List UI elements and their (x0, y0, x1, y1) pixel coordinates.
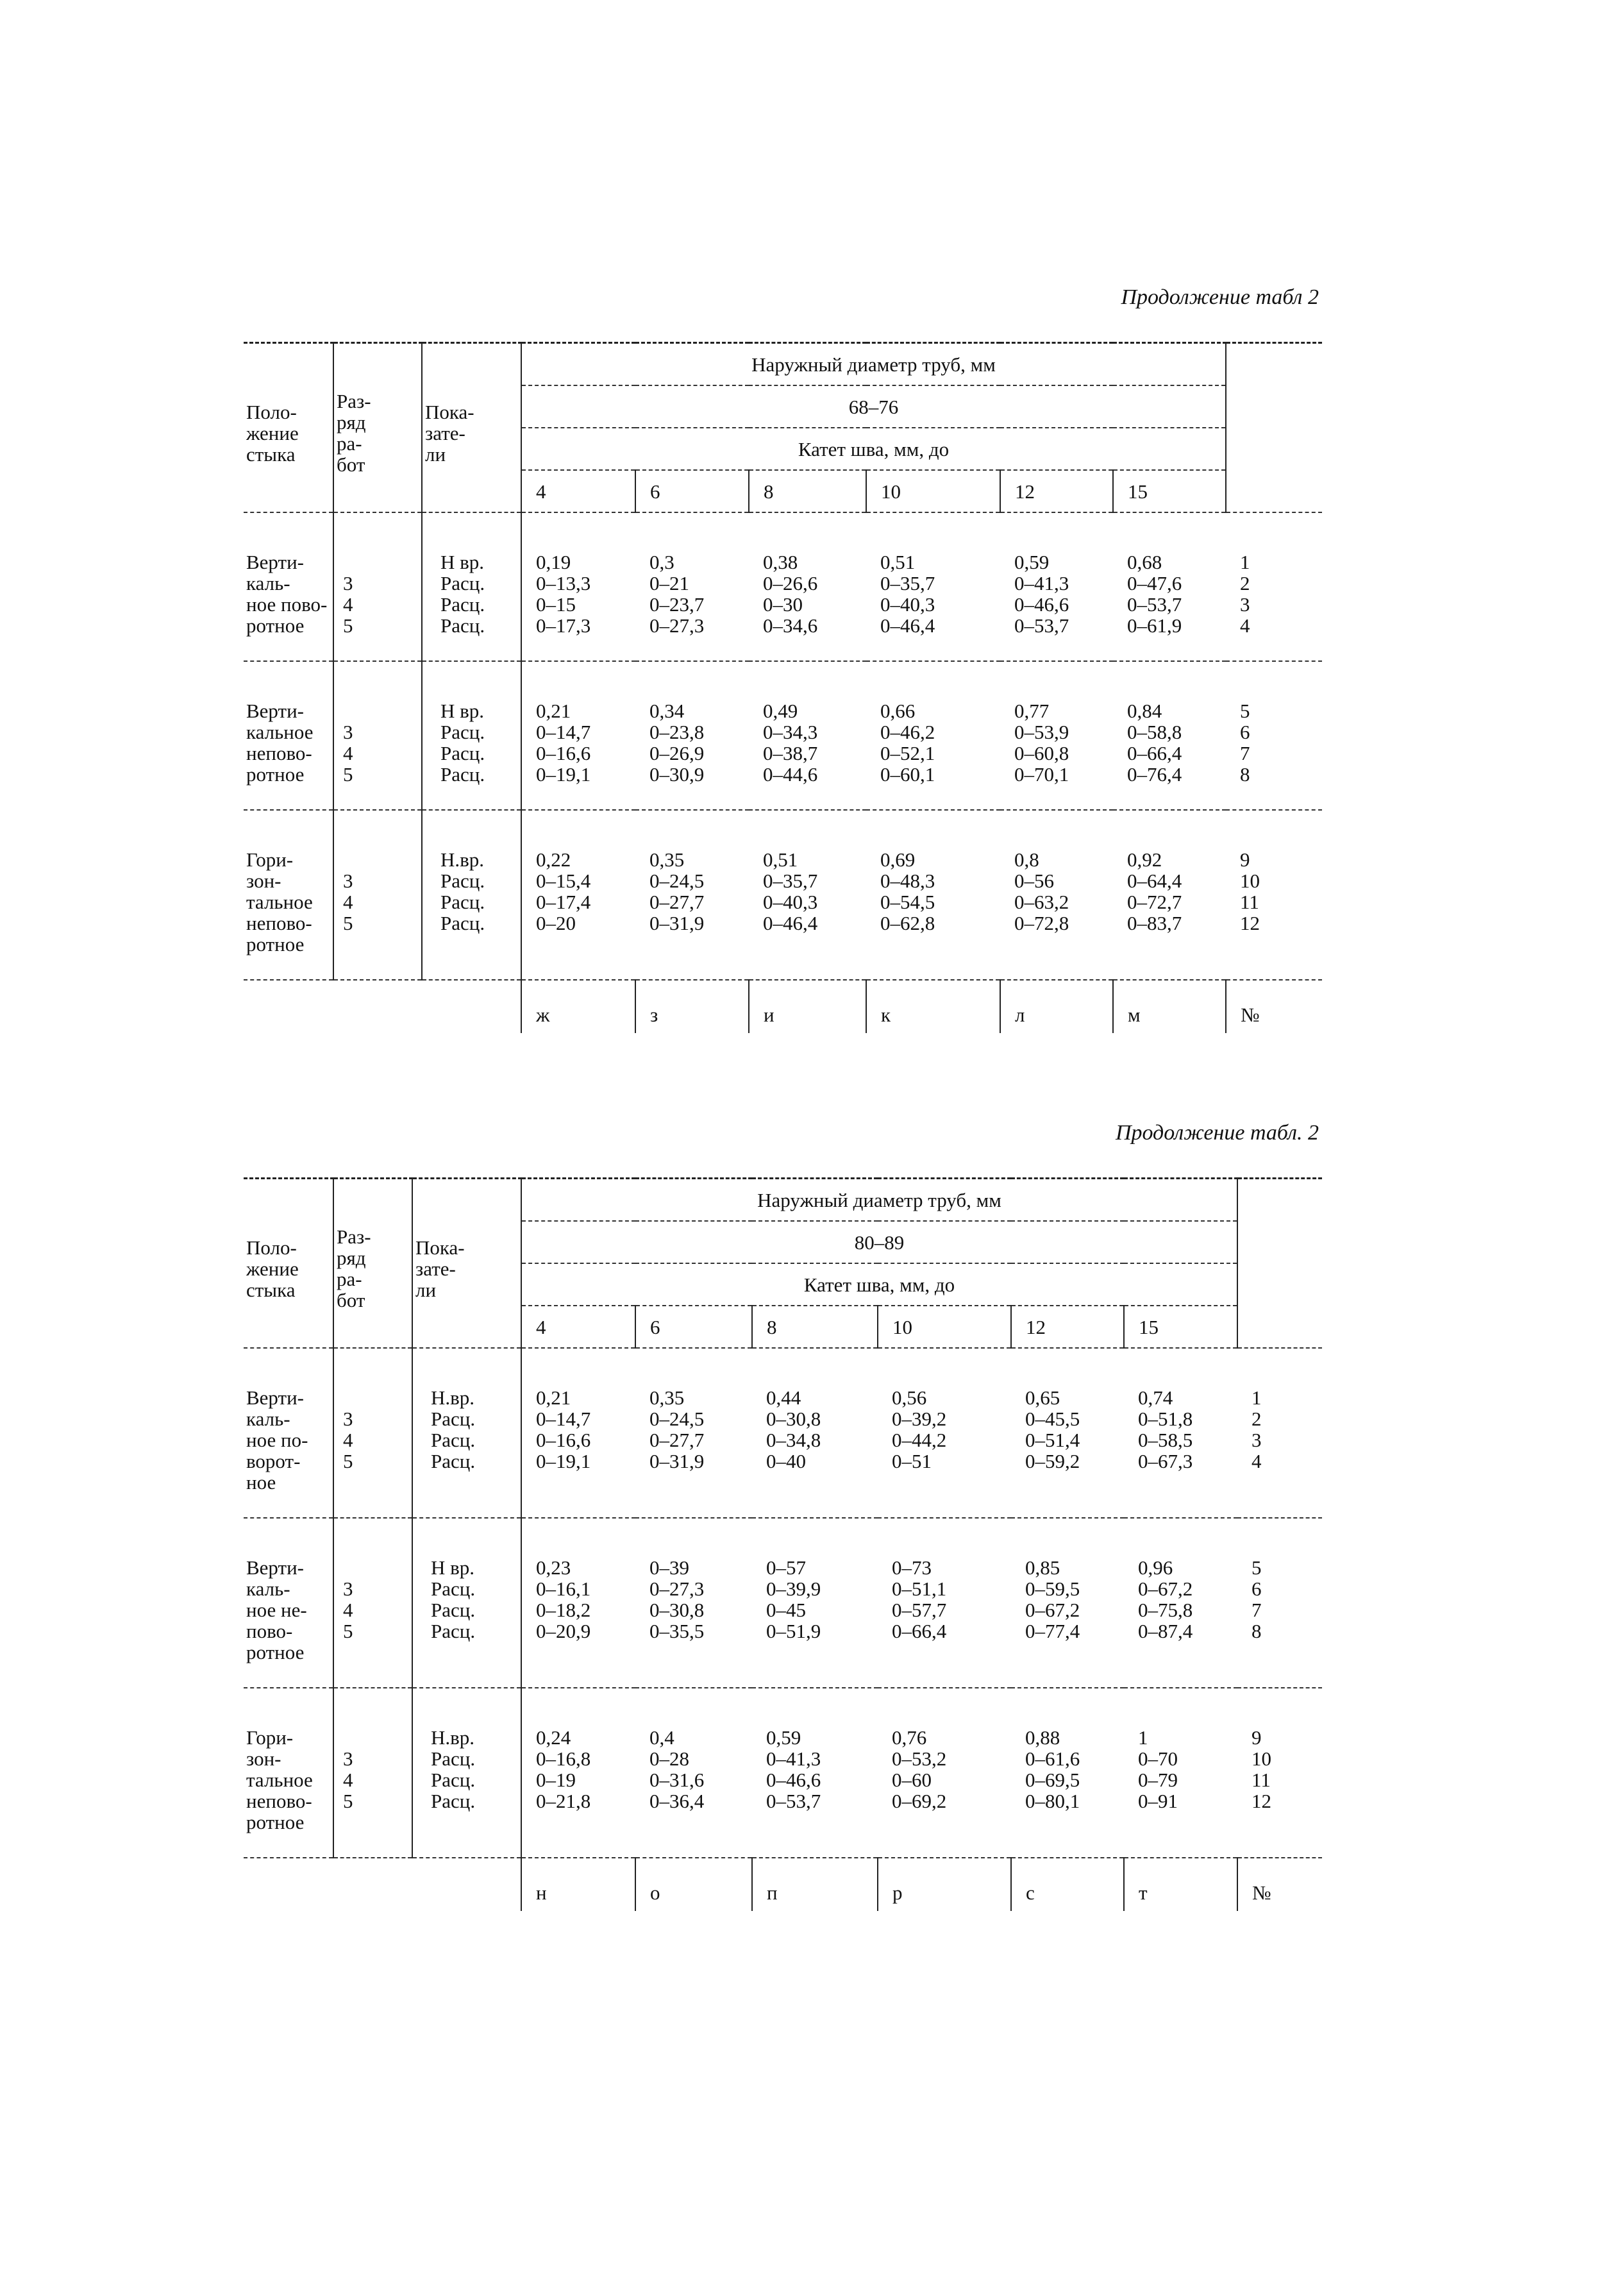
value-cell: 0,22 0–15,4 0–17,4 0–20 (521, 810, 635, 980)
leg-15: 15 (1124, 1306, 1237, 1348)
value-cell: 0,74 0–51,8 0–58,5 0–67,3 (1124, 1348, 1237, 1518)
header-diameter: Наружный диаметр труб, мм (521, 1179, 1237, 1222)
column-letter: м (1113, 980, 1226, 1033)
leg-6: 6 (635, 470, 749, 512)
table-row (244, 1348, 1322, 1518)
grade-cell: 3 4 5 (333, 1348, 412, 1518)
position-cell: Гори- зон- тальное непово- ротное (244, 810, 333, 980)
value-cell: 0,35 0–24,5 0–27,7 0–31,9 (635, 810, 749, 980)
norms-table-80-89 (244, 1177, 1322, 1911)
leg-4: 4 (521, 470, 635, 512)
value-cell: 0–73 0–51,1 0–57,7 0–66,4 (878, 1518, 1011, 1688)
value-cell: 0,49 0–34,3 0–38,7 0–44,6 (749, 661, 866, 810)
position-cell: Верти- каль- ное по- ворот- ное (244, 1348, 333, 1518)
value-cell: 0,65 0–45,5 0–51,4 0–59,2 (1011, 1348, 1124, 1518)
value-cell: 0,77 0–53,9 0–60,8 0–70,1 (1000, 661, 1113, 810)
column-letter: и (749, 980, 866, 1033)
value-cell: 0,38 0–26,6 0–30 0–34,6 (749, 512, 866, 661)
position-cell: Верти- каль- ное не- пово- ротное (244, 1518, 333, 1688)
header-num-blank (1237, 1179, 1322, 1349)
row-number-cell: 1 2 3 4 (1237, 1348, 1322, 1518)
value-cell: 0,92 0–64,4 0–72,7 0–83,7 (1113, 810, 1226, 980)
value-cell: 0,21 0–14,7 0–16,6 0–19,1 (521, 661, 635, 810)
position-cell: Верти- каль- ное пово- ротное (244, 512, 333, 661)
grade-cell: 3 4 5 (333, 1688, 412, 1858)
footer-blank (422, 980, 521, 1033)
value-cell: 0,69 0–48,3 0–54,5 0–62,8 (866, 810, 1000, 980)
row-number-cell: 9 10 11 12 (1237, 1688, 1322, 1858)
footer-blank (333, 1858, 412, 1911)
row-number-cell: 5 6 7 8 (1226, 661, 1322, 810)
header-position: Поло- жение стыка (244, 1179, 333, 1349)
header-grade: Раз- ряд ра- бот (333, 1179, 412, 1349)
header-num-blank (1226, 343, 1322, 513)
value-cell: 0,21 0–14,7 0–16,6 0–19,1 (521, 1348, 635, 1518)
value-cell: 0–39 0–27,3 0–30,8 0–35,5 (635, 1518, 752, 1688)
indicator-cell: Н вр. Расц. Расц. Расц. (422, 661, 521, 810)
leg-8: 8 (752, 1306, 878, 1348)
value-cell: 0,68 0–47,6 0–53,7 0–61,9 (1113, 512, 1226, 661)
column-letter: о (635, 1858, 752, 1911)
column-letter: к (866, 980, 1000, 1033)
grade-cell: 3 4 5 (333, 1518, 412, 1688)
header-diameter-range: 80–89 (521, 1221, 1237, 1263)
footer-blank (412, 1858, 521, 1911)
value-cell: 0,24 0–16,8 0–19 0–21,8 (521, 1688, 635, 1858)
indicator-cell: Н.вр. Расц. Расц. Расц. (412, 1688, 521, 1858)
column-number-label: № (1226, 980, 1322, 1033)
leg-6: 6 (635, 1306, 752, 1348)
value-cell: 0,3 0–21 0–23,7 0–27,3 (635, 512, 749, 661)
position-cell: Верти- кальное непово- ротное (244, 661, 333, 810)
column-letter: п (752, 1858, 878, 1911)
column-letter: р (878, 1858, 1011, 1911)
row-number-cell: 1 2 3 4 (1226, 512, 1322, 661)
value-cell: 0,56 0–39,2 0–44,2 0–51 (878, 1348, 1011, 1518)
value-cell: 0,44 0–30,8 0–34,8 0–40 (752, 1348, 878, 1518)
value-cell: 0–57 0–39,9 0–45 0–51,9 (752, 1518, 878, 1688)
row-number-cell: 9 10 11 12 (1226, 810, 1322, 980)
header-indicators: Пока- зате- ли (422, 343, 521, 513)
header-indicators: Пока- зате- ли (412, 1179, 521, 1349)
grade-cell: 3 4 5 (333, 661, 422, 810)
column-number-label: № (1237, 1858, 1322, 1911)
footer-blank (244, 1858, 333, 1911)
indicator-cell: Н вр. Расц. Расц. Расц. (422, 512, 521, 661)
value-cell: 0,35 0–24,5 0–27,7 0–31,9 (635, 1348, 752, 1518)
leg-10: 10 (878, 1306, 1011, 1348)
column-letter: л (1000, 980, 1113, 1033)
table-row (244, 512, 1322, 661)
header-diameter: Наружный диаметр труб, мм (521, 343, 1226, 386)
indicator-cell: Н вр. Расц. Расц. Расц. (412, 1518, 521, 1688)
value-cell: 0,84 0–58,8 0–66,4 0–76,4 (1113, 661, 1226, 810)
value-cell: 0,23 0–16,1 0–18,2 0–20,9 (521, 1518, 635, 1688)
value-cell: 0,88 0–61,6 0–69,5 0–80,1 (1011, 1688, 1124, 1858)
table-row (244, 661, 1322, 810)
value-cell: 0,59 0–41,3 0–46,6 0–53,7 (1000, 512, 1113, 661)
header-position: Поло- жение стыка (244, 343, 333, 513)
indicator-cell: Н.вр. Расц. Расц. Расц. (412, 1348, 521, 1518)
value-cell: 1 0–70 0–79 0–91 (1124, 1688, 1237, 1858)
leg-15: 15 (1113, 470, 1226, 512)
footer-blank (244, 980, 333, 1033)
value-cell: 0,59 0–41,3 0–46,6 0–53,7 (752, 1688, 878, 1858)
value-cell: 0,66 0–46,2 0–52,1 0–60,1 (866, 661, 1000, 810)
norms-table-68-76 (244, 342, 1322, 1033)
leg-4: 4 (521, 1306, 635, 1348)
leg-10: 10 (866, 470, 1000, 512)
grade-cell: 3 4 5 (333, 512, 422, 661)
column-letter: т (1124, 1858, 1237, 1911)
header-diameter-range: 68–76 (521, 385, 1226, 428)
column-letter: с (1011, 1858, 1124, 1911)
value-cell: 0,51 0–35,7 0–40,3 0–46,4 (866, 512, 1000, 661)
leg-12: 12 (1000, 470, 1113, 512)
leg-12: 12 (1011, 1306, 1124, 1348)
grade-cell: 3 4 5 (333, 810, 422, 980)
value-cell: 0,76 0–53,2 0–60 0–69,2 (878, 1688, 1011, 1858)
table-caption: Продолжение табл. 2 (1115, 1121, 1319, 1145)
column-letter: з (635, 980, 749, 1033)
header-leg: Катет шва, мм, до (521, 1263, 1237, 1306)
leg-8: 8 (749, 470, 866, 512)
table-row (244, 810, 1322, 980)
row-number-cell: 5 6 7 8 (1237, 1518, 1322, 1688)
value-cell: 0,19 0–13,3 0–15 0–17,3 (521, 512, 635, 661)
value-cell: 0,34 0–23,8 0–26,9 0–30,9 (635, 661, 749, 810)
header-grade: Раз- ряд ра- бот (333, 343, 422, 513)
table-row (244, 1518, 1322, 1688)
column-letter: н (521, 1858, 635, 1911)
value-cell: 0,96 0–67,2 0–75,8 0–87,4 (1124, 1518, 1237, 1688)
column-letter: ж (521, 980, 635, 1033)
value-cell: 0,51 0–35,7 0–40,3 0–46,4 (749, 810, 866, 980)
table-caption: Продолжение табл 2 (1121, 285, 1319, 309)
header-leg: Катет шва, мм, до (521, 428, 1226, 470)
indicator-cell: Н.вр. Расц. Расц. Расц. (422, 810, 521, 980)
position-cell: Гори- зон- тальное непово- ротное (244, 1688, 333, 1858)
value-cell: 0,85 0–59,5 0–67,2 0–77,4 (1011, 1518, 1124, 1688)
footer-blank (333, 980, 422, 1033)
value-cell: 0,8 0–56 0–63,2 0–72,8 (1000, 810, 1113, 980)
value-cell: 0,4 0–28 0–31,6 0–36,4 (635, 1688, 752, 1858)
table-row (244, 1688, 1322, 1858)
